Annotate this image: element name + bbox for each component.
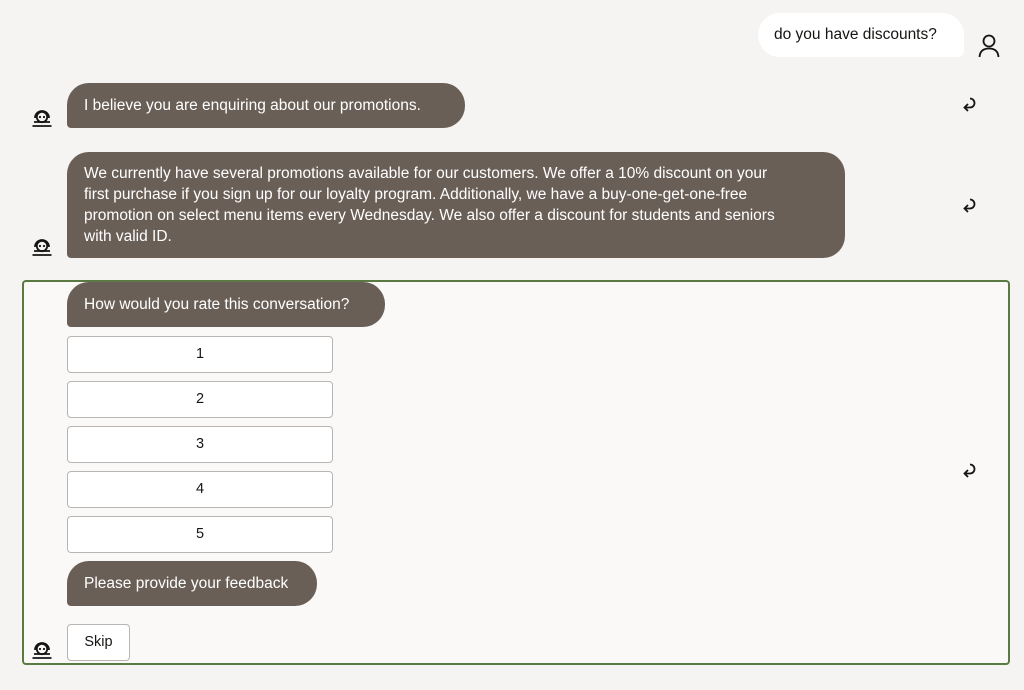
- user-icon: [977, 33, 1001, 59]
- rating-prompt-bubble: [67, 282, 385, 327]
- bot-message-line: We currently have several promotions available for our customers. We offer a 10% discount on your: [84, 165, 768, 182]
- rating-option-4-button[interactable]: 4: [67, 471, 333, 508]
- share-icon[interactable]: [959, 197, 979, 217]
- share-icon[interactable]: [959, 96, 979, 116]
- feedback-prompt-bubble: [67, 561, 317, 606]
- rating-option-2-button[interactable]: 2: [67, 381, 333, 418]
- rating-prompt-text: How would you rate this conversation?: [84, 296, 350, 313]
- bot-icon: [31, 106, 53, 128]
- bot-icon: [31, 638, 53, 660]
- rating-option-5-button[interactable]: 5: [67, 516, 333, 553]
- rating-option-1-button[interactable]: 1: [67, 336, 333, 373]
- bot-message-line: first purchase if you sign up for our loyalty program. Additionally, we have a buy-one-get-one-free: [84, 186, 748, 203]
- share-icon[interactable]: [959, 462, 979, 482]
- feedback-prompt-text: Please provide your feedback: [84, 575, 289, 592]
- user-message-text: do you have discounts?: [774, 26, 937, 43]
- bot-message-bubble: [67, 152, 845, 258]
- rating-option-3-button[interactable]: 3: [67, 426, 333, 463]
- bot-message-line: with valid ID.: [84, 228, 172, 245]
- bot-message-bubble: [67, 83, 465, 128]
- bot-icon: [31, 235, 53, 257]
- bot-message-text: I believe you are enquiring about our promotions.: [84, 97, 421, 114]
- bot-message-line: promotion on select menu items every Wednesday. We also offer a discount for students and seniors: [84, 207, 775, 224]
- user-message-bubble: [758, 13, 964, 57]
- skip-button[interactable]: Skip: [67, 624, 130, 661]
